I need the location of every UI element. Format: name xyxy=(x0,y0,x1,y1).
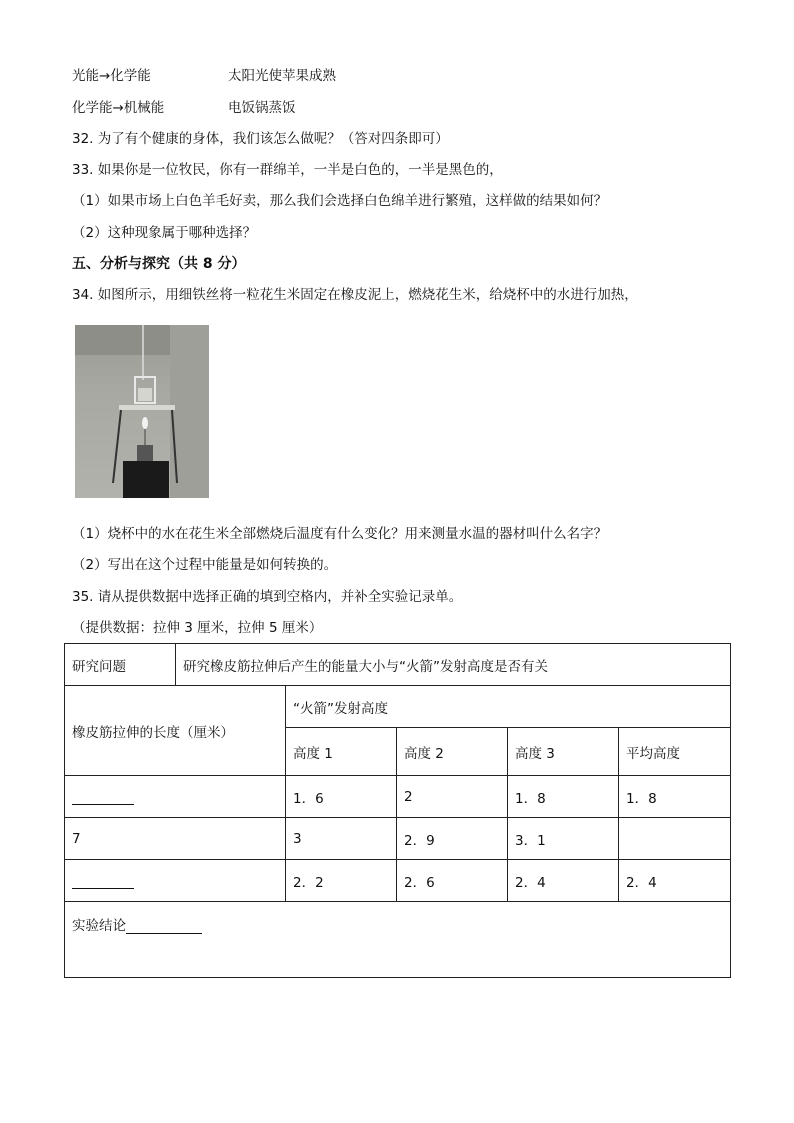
question-33-part1: （1）如果市场上白色羊毛好卖，那么我们会选择白色绵羊进行繁殖，这样做的结果如何？ xyxy=(72,193,608,209)
rocket-height-header: “火箭”发射高度 xyxy=(286,686,731,728)
cell-h3: 3．1 xyxy=(508,818,619,860)
cell-h1: 2．2 xyxy=(286,860,397,902)
match-row2-right: 电饭锅蒸饭 xyxy=(228,100,296,116)
cell-h2: 2 xyxy=(397,776,508,818)
col-header-height2: 高度 2 xyxy=(397,728,508,776)
question-33-part2: （2）这种现象属于哪种选择？ xyxy=(72,225,257,241)
cell-avg: 2．4 xyxy=(619,860,731,902)
cell-length: 7 xyxy=(65,818,286,860)
peanut-burning-illustration xyxy=(75,325,209,498)
match-row1-right: 太阳光使苹果成熟 xyxy=(228,68,336,84)
cell-h1: 1．6 xyxy=(286,776,397,818)
question-34-part2: （2）写出在这个过程中能量是如何转换的。 xyxy=(72,557,338,573)
length-fill-blank[interactable] xyxy=(65,776,286,818)
col-header-height1: 高度 1 xyxy=(286,728,397,776)
length-fill-blank[interactable] xyxy=(65,860,286,902)
match-row2-left: 化学能→机械能 xyxy=(72,100,165,116)
experiment-record-table xyxy=(64,643,731,978)
conclusion-cell[interactable] xyxy=(65,902,731,978)
question-34: 34. 如图所示，用细铁丝将一粒花生米固定在橡皮泥上，燃烧花生米，给烧杯中的水进行加热， xyxy=(72,287,638,303)
col-header-average: 平均高度 xyxy=(619,728,731,776)
question-35: 35. 请从提供数据中选择正确的填到空格内，并补全实验记录单。 xyxy=(72,589,463,605)
conclusion-label: 实验结论 xyxy=(72,918,126,934)
cell-h1: 3 xyxy=(286,818,397,860)
stretch-length-header: 橡皮筋拉伸的长度（厘米） xyxy=(65,686,286,776)
research-question-label: 研究问题 xyxy=(65,644,176,686)
col-header-height3: 高度 3 xyxy=(508,728,619,776)
conclusion-blank[interactable] xyxy=(126,919,202,934)
table-row xyxy=(65,860,731,902)
cell-h2: 2．9 xyxy=(397,818,508,860)
table-row xyxy=(65,818,731,860)
question-32: 32. 为了有个健康的身体，我们该怎么做呢？（答对四条即可） xyxy=(72,131,449,147)
cell-h3: 1．8 xyxy=(508,776,619,818)
cell-h2: 2．6 xyxy=(397,860,508,902)
section-heading: 五、分析与探究（共 8 分） xyxy=(72,256,246,272)
research-question-text: 研究橡皮筋拉伸后产生的能量大小与“火箭”发射高度是否有关 xyxy=(176,644,731,686)
question-35-data: （提供数据：拉伸 3 厘米，拉伸 5 厘米） xyxy=(72,620,323,636)
answer-blank[interactable] xyxy=(72,874,134,889)
table-row xyxy=(65,776,731,818)
question-33: 33. 如果你是一位牧民，你有一群绵羊，一半是白色的，一半是黑色的， xyxy=(72,162,503,178)
cell-avg: 1．8 xyxy=(619,776,731,818)
match-row1-left: 光能→化学能 xyxy=(72,68,151,84)
experiment-photo xyxy=(75,325,209,498)
answer-blank[interactable] xyxy=(72,790,134,805)
cell-h3: 2．4 xyxy=(508,860,619,902)
question-34-part1: （1）烧杯中的水在花生米全部燃烧后温度有什么变化？用来测量水温的器材叫什么名字？ xyxy=(72,526,608,542)
cell-avg-blank[interactable] xyxy=(619,818,731,860)
